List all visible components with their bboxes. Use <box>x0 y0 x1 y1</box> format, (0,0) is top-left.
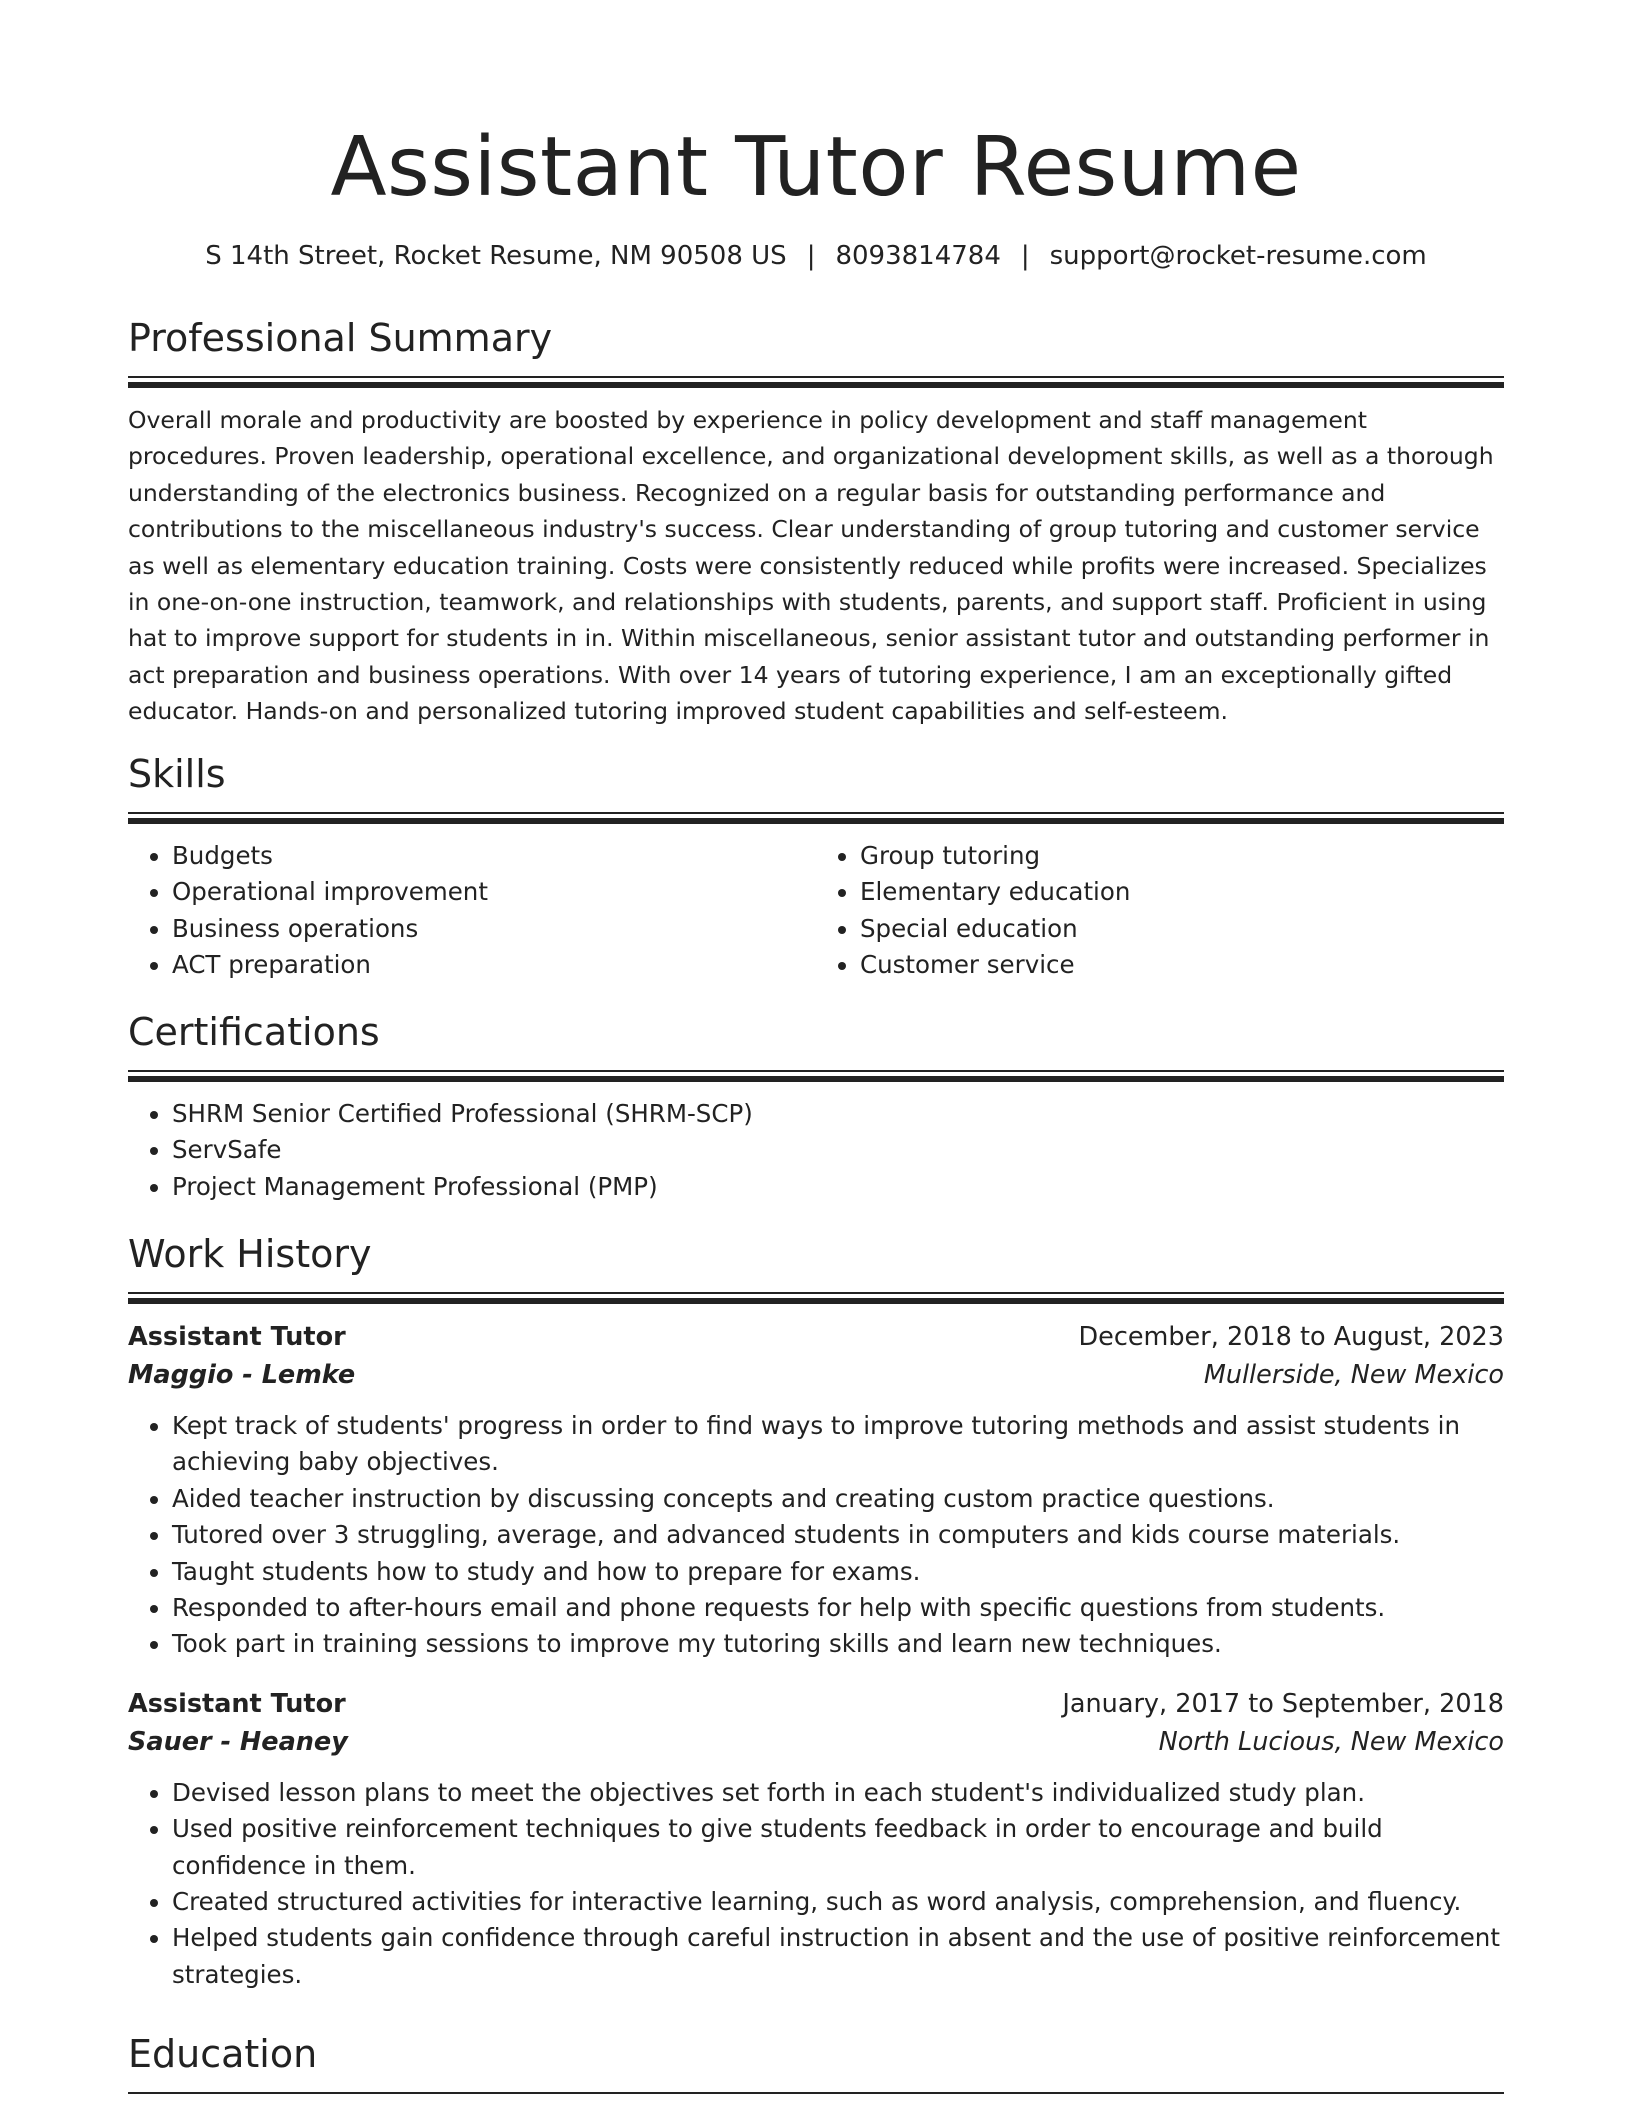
job-title: Assistant Tutor <box>128 1322 346 1352</box>
job-subheader-row <box>128 1723 1504 1761</box>
skill-item: • Budgets <box>172 838 816 874</box>
section-heading: Work History <box>128 1232 372 1276</box>
job-bullet: • Kept track of students' progress in order to find ways to improve tutoring methods and assist students in achieving baby objectives. <box>172 1408 1504 1481</box>
section-heading: Skills <box>128 752 226 796</box>
job-subheader-row <box>128 1356 1504 1394</box>
contact-line <box>0 238 1632 274</box>
job-dates: December, 2018 to August, 2023 <box>1078 1322 1504 1352</box>
job-bullet: • Created structured activities for interactive learning, such as word analysis, comprehension, and fluency. <box>172 1884 1504 1920</box>
job-bullets <box>128 1775 1504 1993</box>
contact-separator: | <box>1020 241 1030 271</box>
certifications-list <box>128 1096 1504 1205</box>
skill-item: • Business operations <box>172 911 816 947</box>
job-entry <box>128 1318 1504 1663</box>
job-bullet: • Helped students gain confidence through careful instruction in absent and the use of positive reinforcement strategies. <box>172 1920 1504 1993</box>
skills-list-left <box>128 838 816 984</box>
section-divider <box>128 1070 1504 1082</box>
skill-item: • Group tutoring <box>860 838 1504 874</box>
work-history-section <box>128 1230 1504 2015</box>
job-bullet: • Tutored over 3 struggling, average, and advanced students in computers and kids course materials. <box>172 1517 1504 1553</box>
job-bullets <box>128 1408 1504 1663</box>
education-section <box>128 2030 1504 2110</box>
job-location: North Lucious, New Mexico <box>1158 1726 1504 1757</box>
skill-item: • ACT preparation <box>172 947 816 983</box>
job-bullet: • Took part in training sessions to improve my tutoring skills and learn new techniques. <box>172 1626 1504 1662</box>
section-heading: Education <box>128 2032 318 2076</box>
job-bullet: • Responded to after-hours email and phone requests for help with specific questions from students. <box>172 1590 1504 1626</box>
contact-phone: 8093814784 <box>835 241 1001 271</box>
job-location: Mullerside, New Mexico <box>1203 1360 1504 1390</box>
job-bullet: • Used positive reinforcement techniques to give students feedback in order to encourage and build confidence in them. <box>172 1811 1504 1884</box>
certification-item: • ServSafe <box>172 1132 1504 1168</box>
skills-list-right <box>816 838 1504 984</box>
summary-section <box>128 314 1504 730</box>
skills-section <box>128 750 1504 984</box>
skill-item: • Customer service <box>860 947 1504 983</box>
summary-text: Overall morale and productivity are boosted by experience in policy development and staff management procedures. Proven leadership, operational excellence, and organizational development skills, as well as a thorough understanding of the electronics business. Recognized on a regular basis for outstanding performance and contributions to the miscellaneous industry's success. Clear understanding of group tutoring and customer service as well as elementary education training. Costs were consistently reduced while profits were increased. Specializes in one-on-one instruction, teamwork, and relationships with students, parents, and support staff. Proficient in using hat to improve support for students in in. Within miscellaneous, senior assistant tutor and outstanding performer in act preparation and business operations. With over 14 years of tutoring experience, I am an exceptionally gifted educator. Hands-on and personalized tutoring improved student capabilities and self-esteem. <box>128 406 1494 726</box>
job-title: Assistant Tutor <box>128 1688 346 1719</box>
job-bullet: • Taught students how to study and how to prepare for exams. <box>172 1554 1504 1590</box>
job-company: Sauer - Heaney <box>128 1726 348 1757</box>
skills-columns <box>128 838 1504 984</box>
job-header-row <box>128 1318 1504 1356</box>
section-divider <box>128 812 1504 824</box>
section-heading: Certifications <box>128 1010 380 1054</box>
section-heading: Professional Summary <box>128 316 553 360</box>
job-dates: January, 2017 to September, 2018 <box>1062 1688 1504 1719</box>
section-divider <box>128 1292 1504 1304</box>
certification-item: • SHRM Senior Certified Professional (SHRM-SCP) <box>172 1096 1504 1132</box>
job-header-row <box>128 1685 1504 1723</box>
resume-title: Assistant Tutor Resume <box>330 120 1302 215</box>
skill-item: • Special education <box>860 911 1504 947</box>
contact-email: support@rocket-resume.com <box>1049 241 1427 271</box>
job-bullet: • Aided teacher instruction by discussing concepts and creating custom practice questions. <box>172 1481 1504 1517</box>
job-company: Maggio - Lemke <box>128 1360 356 1390</box>
skill-item: • Operational improvement <box>172 874 816 910</box>
certifications-section <box>128 1008 1504 1205</box>
job-entry <box>128 1685 1504 1993</box>
certification-item: • Project Management Professional (PMP) <box>172 1169 1504 1205</box>
job-bullet: • Devised lesson plans to meet the objectives set forth in each student's individualized study plan. <box>172 1775 1504 1811</box>
section-divider <box>128 376 1504 388</box>
skill-item: • Elementary education <box>860 874 1504 910</box>
contact-address: S 14th Street, Rocket Resume, NM 90508 US <box>205 241 787 271</box>
section-divider <box>128 2092 1504 2096</box>
contact-separator: | <box>806 241 816 271</box>
